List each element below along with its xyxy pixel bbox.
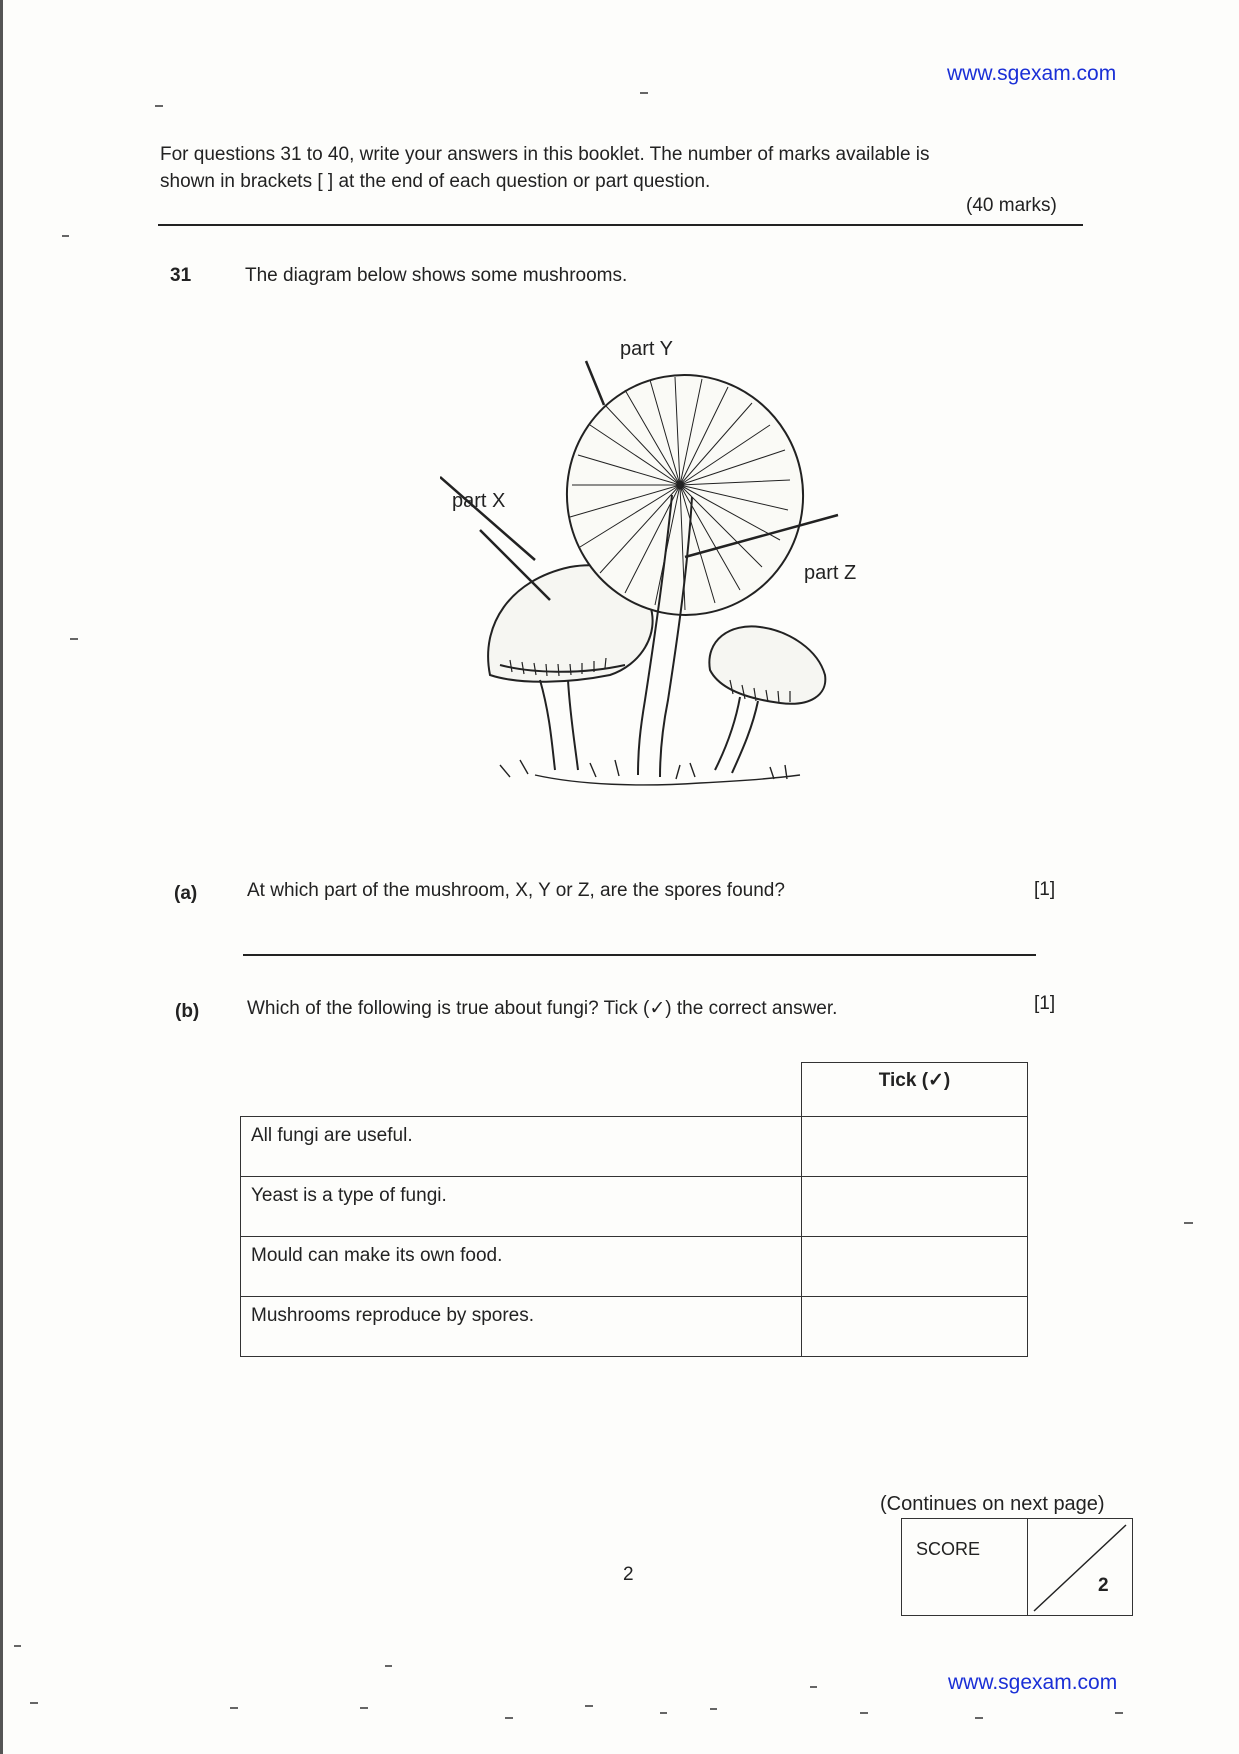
footer-website-link[interactable]: www.sgexam.com (948, 1671, 1118, 1694)
label-part-z: part Z (804, 562, 857, 584)
tick-box[interactable] (802, 1177, 1028, 1237)
score-label-cell (902, 1519, 1028, 1615)
left-mushroom-stem (540, 680, 578, 770)
statement-cell: Mushrooms reproduce by spores. (241, 1297, 802, 1357)
part-a-marks: [1] (1034, 879, 1056, 900)
score-diagonal (1028, 1519, 1132, 1615)
label-line-x-overlay (470, 520, 560, 620)
tick-box[interactable] (802, 1117, 1028, 1177)
part-a-answer-line[interactable] (243, 954, 1036, 956)
ground-grass (500, 760, 800, 785)
part-b-marks: [1] (1034, 993, 1056, 1014)
statement-cell: Yeast is a type of fungi. (241, 1177, 802, 1237)
score-label: SCORE (916, 1539, 981, 1559)
label-part-y: part Y (620, 338, 673, 360)
score-max: 2 (1098, 1575, 1109, 1596)
right-mushroom-stem (715, 697, 758, 773)
header-divider (158, 224, 1083, 226)
right-mushroom-cap (709, 626, 825, 703)
part-a-text: At which part of the mushroom, X, Y or Z, are the spores found? (247, 880, 785, 901)
table-row (241, 1297, 1028, 1357)
instructions-line-1: For questions 31 to 40, write your answers in this booklet. The number of marks available is (160, 144, 930, 165)
header-website-link[interactable]: www.sgexam.com (947, 62, 1117, 85)
question-stem: The diagram below shows some mushrooms. (245, 265, 628, 286)
tick-table (240, 1062, 1028, 1357)
tick-column-header: Tick (✓) (802, 1063, 1028, 1117)
tick-box[interactable] (802, 1237, 1028, 1297)
instructions-line-2: shown in brackets [ ] at the end of each question or part question. (160, 171, 711, 192)
part-b-text: Which of the following is true about fungi? Tick (✓) the correct answer. (247, 998, 838, 1019)
label-line-y (586, 361, 604, 405)
page-number: 2 (623, 1564, 634, 1585)
question-number: 31 (170, 265, 192, 286)
label-part-x: part X (452, 490, 506, 512)
scan-edge (0, 0, 3, 1754)
table-row (241, 1117, 1028, 1177)
table-row (241, 1237, 1028, 1297)
statement-cell: All fungi are useful. (241, 1117, 802, 1177)
score-box (901, 1518, 1133, 1616)
tick-box[interactable] (802, 1297, 1028, 1357)
total-marks: (40 marks) (966, 195, 1057, 216)
part-a-label: (a) (174, 883, 198, 904)
tick-table-header-row (241, 1063, 1028, 1117)
statement-cell: Mould can make its own food. (241, 1237, 802, 1297)
tick-table-blank-cell (241, 1063, 802, 1117)
table-row (241, 1177, 1028, 1237)
part-b-label: (b) (175, 1001, 200, 1022)
continues-note: (Continues on next page) (880, 1493, 1105, 1515)
